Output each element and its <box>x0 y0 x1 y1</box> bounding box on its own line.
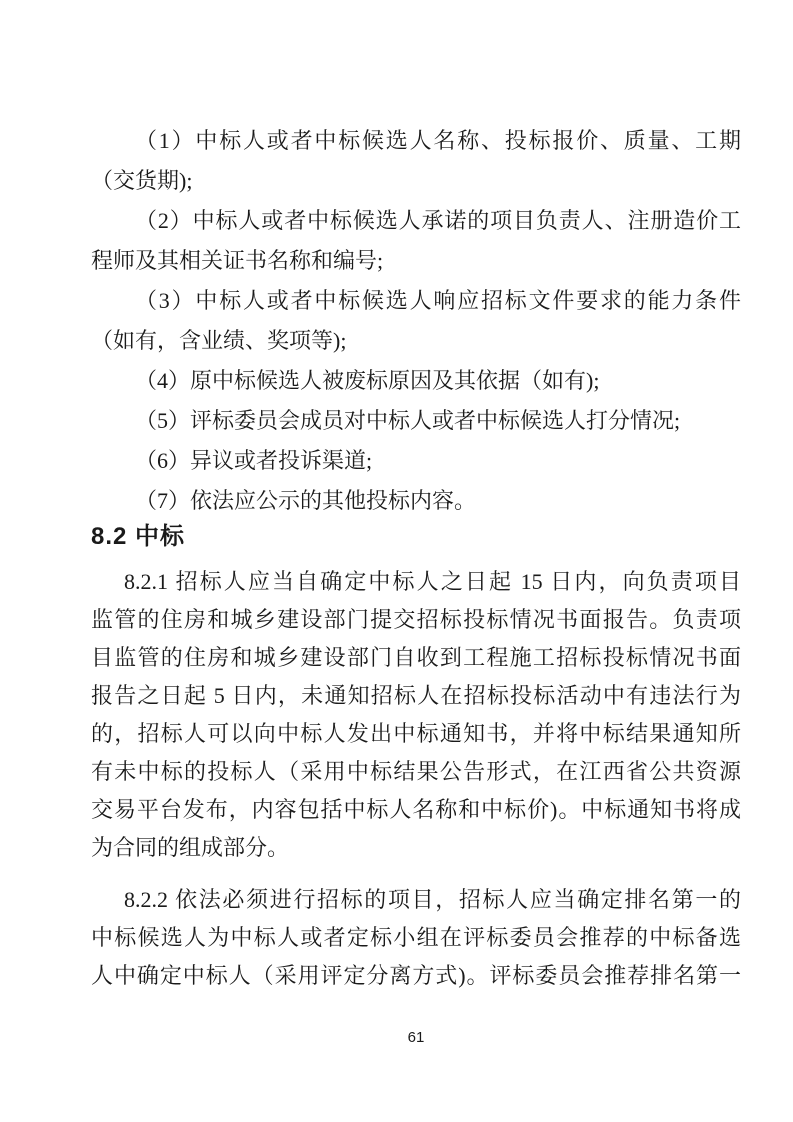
list-item <box>91 201 741 281</box>
text-line: 中标候选人为中标人或者定标小组在评标委员会推荐的中标备选 <box>91 925 741 950</box>
text-line: 8.2.2 依法必须进行招标的项目，招标人应当确定排名第一的 <box>124 887 741 912</box>
text-line: 人中确定中标人（采用评定分离方式)。评标委员会推荐排名第一 <box>91 963 741 988</box>
text-line: 为合同的组成部分。 <box>91 835 290 860</box>
text-line: （2）中标人或者中标候选人承诺的项目负责人、注册造价工 <box>135 208 741 233</box>
text-line: 报告之日起 5 日内，未通知招标人在招标投标活动中有违法行为 <box>91 683 741 708</box>
text-line: （如有，含业绩、奖项等); <box>91 328 347 353</box>
list-item <box>91 441 741 481</box>
text-line: 有未中标的投标人（采用中标结果公告形式，在江西省公共资源 <box>91 759 741 784</box>
list-item <box>91 401 741 441</box>
text-line: （1）中标人或者中标候选人名称、投标报价、质量、工期 <box>135 128 741 153</box>
list-item <box>91 281 741 361</box>
list-item <box>91 361 741 401</box>
page-number: 61 <box>407 1029 425 1046</box>
text-line: （3）中标人或者中标候选人响应招标文件要求的能力条件 <box>135 288 741 313</box>
text-line: 交易平台发布，内容包括中标人名称和中标价)。中标通知书将成 <box>91 797 741 822</box>
text-line: （4）原中标候选人被废标原因及其依据（如有); <box>135 368 600 393</box>
text-line: （7）依法应公示的其他投标内容。 <box>135 488 477 513</box>
text-line: 目监管的住房和城乡建设部门自收到工程施工招标投标情况书面 <box>91 645 741 670</box>
paragraph <box>91 881 741 995</box>
text-line: 8.2.1 招标人应当自确定中标人之日起 15 日内，向负责项目 <box>124 569 741 594</box>
text-line: （交货期); <box>91 168 193 193</box>
list-item <box>91 481 741 521</box>
text-line: （5）评标委员会成员对中标人或者中标候选人打分情况; <box>135 408 681 433</box>
paragraph <box>91 563 741 867</box>
text-line: 的，招标人可以向中标人发出中标通知书，并将中标结果通知所 <box>91 721 741 746</box>
list-item <box>91 121 741 201</box>
text-line: 监管的住房和城乡建设部门提交招标投标情况书面报告。负责项 <box>91 607 741 632</box>
section-heading: 8.2 中标 <box>91 523 186 550</box>
text-line: （6）异议或者投诉渠道; <box>135 448 373 473</box>
text-line: 程师及其相关证书名称和编号; <box>91 248 384 273</box>
